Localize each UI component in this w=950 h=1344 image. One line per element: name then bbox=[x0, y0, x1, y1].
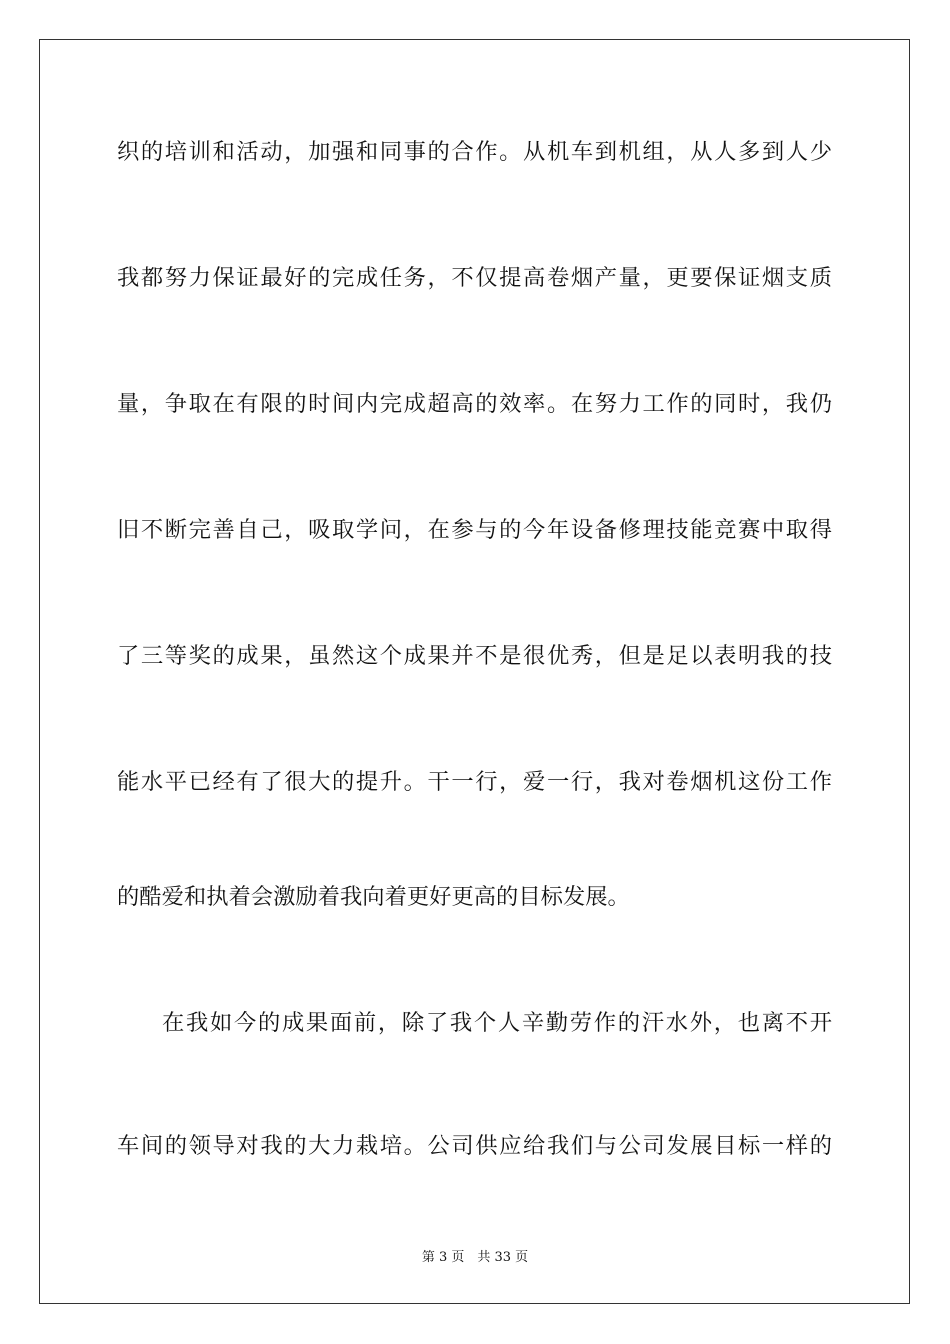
paragraph-first-line: 在我如今的成果面前，除了我个人辛勤劳作的汗水外，也离不开 bbox=[162, 1010, 832, 1036]
body-text-line: 我都努力保证最好的完成任务，不仅提高卷烟产量，更要保证烟支质 bbox=[117, 265, 832, 291]
page-border bbox=[39, 39, 910, 1304]
page-number-footer bbox=[0, 1249, 950, 1267]
body-text-line: 旧不断完善自己，吸取学问，在参与的今年设备修理技能竞赛中取得 bbox=[117, 517, 832, 543]
page-number-label: 第 3 页 共 33 页 bbox=[421, 1250, 529, 1265]
body-text-line: 车间的领导对我的大力栽培。公司供应给我们与公司发展目标一样的 bbox=[117, 1133, 832, 1159]
body-text-line: 的酷爱和执着会激励着我向着更好更高的目标发展。 bbox=[117, 884, 630, 910]
body-text-line: 能水平已经有了很大的提升。干一行，爱一行，我对卷烟机这份工作 bbox=[117, 769, 832, 795]
body-text-line: 量，争取在有限的时间内完成超高的效率。在努力工作的同时，我仍 bbox=[117, 391, 832, 417]
body-text-line: 了三等奖的成果，虽然这个成果并不是很优秀，但是足以表明我的技 bbox=[117, 643, 832, 669]
body-text-line: 织的培训和活动，加强和同事的合作。从机车到机组，从人多到人少 bbox=[117, 139, 832, 165]
